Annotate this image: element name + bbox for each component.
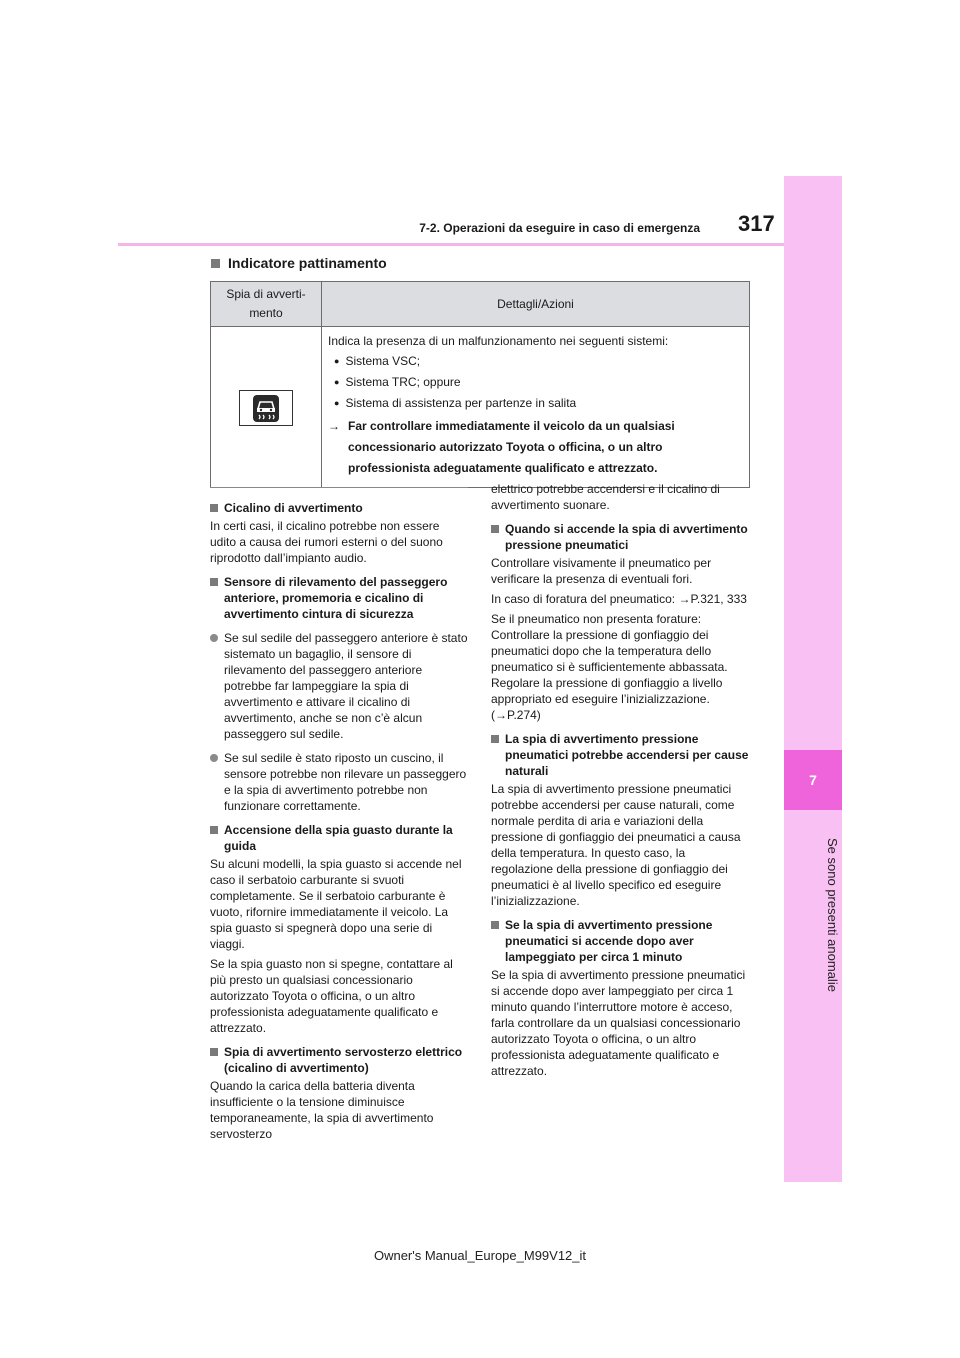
subheading (210, 574, 468, 622)
chapter-label: Se sono presenti anomalie (825, 838, 840, 992)
subheading-text: Spia di avvertimento servosterzo elettrico (cicalino di avvertimento) (224, 1045, 463, 1075)
subheading-text: La spia di avvertimento pressione pneumatici potrebbe accendersi per cause naturali (505, 732, 749, 778)
table-header-row (211, 282, 750, 327)
paragraph: Quando la carica della batteria diventa insufficiente o la tensione diminuisce temporaneamente, la spia di avvertimento servosterzo (210, 1079, 434, 1141)
chapter-number: 7 (784, 750, 842, 810)
paragraph: Se la spia di avvertimento pressione pneumatici si accende dopo aver lampeggiato per circa 1 minuto quando l’interruttore motore è acceso, farla controllare da un qualsiasi concessionario autorizzato Toyota o officina, o un altro professionista adeguatamente qualificato e attrezzato. (491, 968, 746, 1078)
circle-bullet-icon (210, 634, 218, 642)
warning-light-table (210, 281, 750, 488)
slip-indicator-icon (239, 390, 293, 426)
paragraph: Su alcuni modelli, la spia guasto si accende nel caso il serbatoio carburante si svuoti completamente. Se il serbatoio carburante è vuoto, rifornire immediatamente il veicolo. La spia guasto si spegnerà dopo una serie di viaggi. (210, 857, 462, 951)
square-bullet-icon (491, 921, 499, 929)
subheading-text: Cicalino di avvertimento (224, 501, 363, 515)
paragraph: Se sul sedile del passeggero anteriore è stato sistemato un bagaglio, il sensore di rilevamento del passeggero anteriore potrebbe far lampeggiare la spia di avvertimento e attivare il cicalino di avvertimento, anche se non c’è alcun passeggero sul sedile. (224, 631, 468, 741)
square-bullet-icon (491, 735, 499, 743)
paragraph: Se il pneumatico non presenta forature: Controllare la pressione di gonfiaggio dei pneumatici dopo che la temperatura dello pneumatico si è sufficientemente abbassata. Regolare la pressione di gonfiaggio a livello appropriato ed eseguire l’inizializzazione. (→P.274) (491, 612, 728, 722)
square-bullet-icon (210, 826, 218, 834)
column-rule (210, 487, 468, 488)
main-heading (211, 255, 387, 271)
heading-square-icon (211, 259, 220, 268)
bullet-item: ● Sistema VSC; (328, 351, 743, 372)
page-number: 317 (738, 211, 775, 236)
footer-manual-id: Owner's Manual_Europe_M99V12_it (373, 1248, 587, 1263)
section-title: 7-2. Operazioni da eseguire in caso di emergenza (419, 221, 700, 235)
bullet-item: ● Sistema TRC; oppure (328, 372, 743, 393)
header-warning-light (211, 282, 322, 327)
circle-item (210, 630, 468, 742)
paragraph: Controllare visivamente il pneumatico per verificare la presenza di eventuali fori. (491, 556, 712, 586)
chapter-tab-strip (784, 176, 842, 1182)
right-column (491, 481, 749, 1083)
header-details: Dettagli/Azioni (322, 282, 750, 327)
circle-bullet-icon (210, 754, 218, 762)
circle-item (210, 750, 468, 814)
subheading-text: Sensore di rilevamento del passeggero anteriore, promemoria e cicalino di avvertimento cintura di sicurezza (224, 575, 448, 621)
paragraph: In caso di foratura del pneumatico: →P.321, 333 (491, 592, 747, 606)
subheading (491, 917, 749, 965)
icon-cell (211, 327, 322, 488)
header-rule (118, 243, 784, 246)
subheading (210, 1044, 468, 1076)
action-instruction: Far controllare immediatamente il veicolo da un qualsiasi concessionario autorizzato Toyota o officina, o un altro professionista adeguatamente qualificato e attrezzato. (348, 419, 675, 475)
arrow-right-icon: → (328, 419, 340, 433)
table-row (211, 327, 750, 488)
subheading-text: Se la spia di avvertimento pressione pneumatici si accende dopo aver lampeggiato per circa 1 minuto (505, 918, 713, 964)
subheading (210, 500, 468, 516)
square-bullet-icon (210, 578, 218, 586)
header-warning-light-line2: mento (249, 306, 283, 320)
subheading-text: Accensione della spia guasto durante la guida (224, 823, 453, 853)
paragraph: elettrico potrebbe accendersi e il cicalino di avvertimento suonare. (491, 482, 720, 512)
subheading (491, 521, 749, 553)
main-heading-text: Indicatore pattinamento (228, 255, 387, 271)
header-warning-light-line1: Spia di avverti- (226, 287, 306, 301)
paragraph: La spia di avvertimento pressione pneumatici potrebbe accendersi per cause naturali, come normale perdita di aria e variazioni della pressione di gonfiaggio dei pneumatici a causa della temperatura. In questo caso, la regolazione della pressione di gonfiaggio dei pneumatici è al livello specifico ed eseguire l’inizializzazione. (491, 782, 741, 908)
subheading-text: Quando si accende la spia di avvertimento pressione pneumatici (505, 522, 748, 552)
details-intro: Indica la presenza di un malfunzionamento nei seguenti sistemi: (328, 334, 669, 348)
square-bullet-icon (491, 525, 499, 533)
bullet-item: ● Sistema di assistenza per partenze in salita (328, 393, 743, 414)
square-bullet-icon (210, 504, 218, 512)
paragraph: Se la spia guasto non si spegne, contattare al più presto un qualsiasi concessionario autorizzato Toyota o officina, o un altro professionista adeguatamente qualificato e attrezzato. (210, 957, 453, 1035)
left-column (210, 492, 468, 1146)
details-cell (322, 327, 750, 488)
square-bullet-icon (210, 1048, 218, 1056)
paragraph: Se sul sedile è stato riposto un cuscino, il sensore potrebbe non rilevare un passeggero e la spia di avvertimento potrebbe non funzionare correttamente. (224, 751, 467, 813)
paragraph: In certi casi, il cicalino potrebbe non essere udito a causa dei rumori esterni o del suono riprodotto dall’impianto audio. (210, 519, 443, 565)
action-text (328, 416, 743, 479)
subheading (210, 822, 468, 854)
subheading (491, 731, 749, 779)
